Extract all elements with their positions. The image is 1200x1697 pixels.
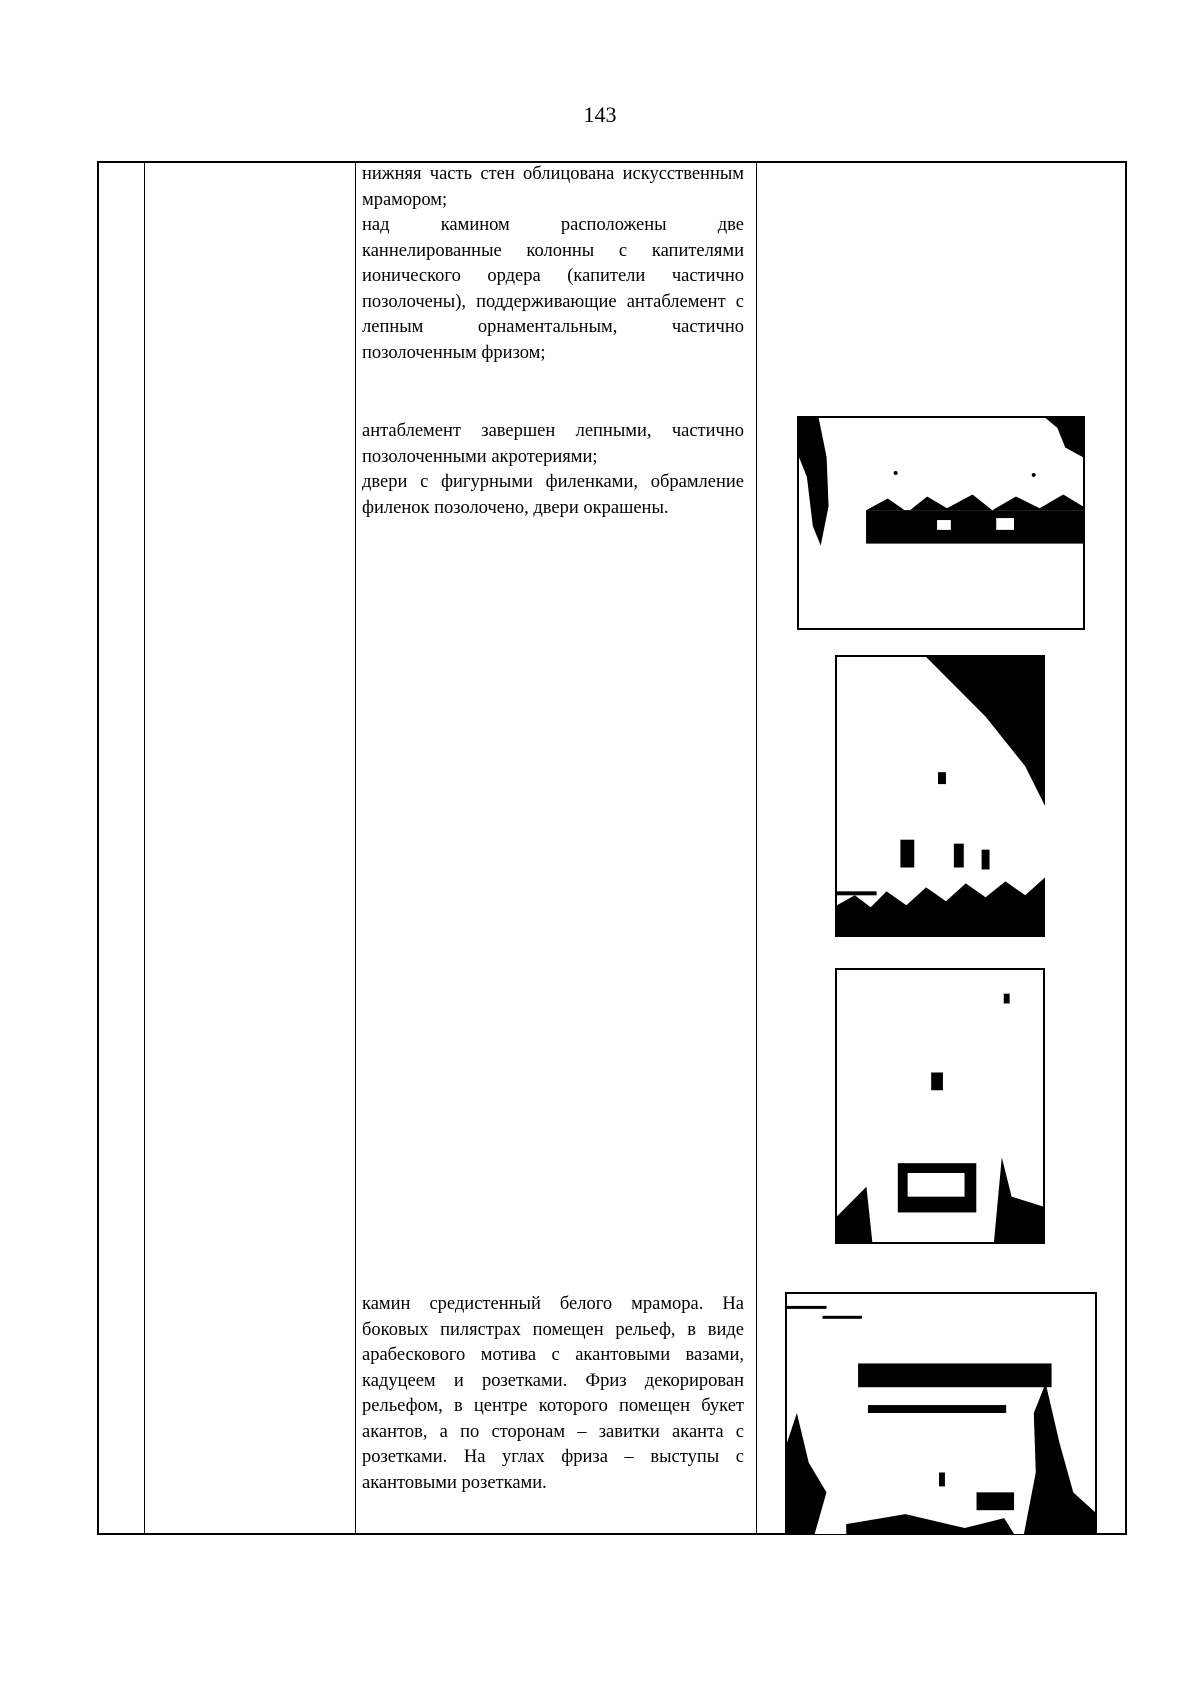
page-number: 143 — [583, 102, 617, 127]
description-paragraph: нижняя часть стен облицована искусственным мрамором; — [362, 164, 744, 210]
column-divider-3 — [756, 163, 757, 1533]
photo-cornice — [835, 655, 1045, 937]
column-divider-2 — [355, 163, 356, 1533]
description-block-1 — [362, 162, 744, 366]
description-paragraph: камин средистенный белого мрамора. На боковых пилястрах помещен рельеф, в виде арабескового мотива с акантовыми вазами, кадуцеем и розетками. Фриз декорирован рельефом, в центре которого помещен букет акантов, а по сторонам – завитки аканта с розетками. На углах фриза – выступы с акантовыми розетками. — [362, 1294, 744, 1493]
description-block-3 — [362, 1292, 744, 1496]
photo-entablature-acroteria — [797, 416, 1085, 630]
description-paragraph: двери с фигурными филенками, обрамление филенок позолочено, двери окрашены. — [362, 472, 744, 518]
description-paragraph: антаблемент завершен лепными, частично позолоченными акротериями; — [362, 421, 744, 467]
description-block-2 — [362, 419, 744, 521]
description-paragraph: над камином расположены две каннелированные колонны с капителями ионического ордера (капители частично позолочены), поддерживающие антаблемент с лепным орнаментальным, частично позолоченным фризом; — [362, 215, 744, 363]
column-divider-1 — [144, 163, 145, 1533]
photo-door — [835, 968, 1045, 1244]
photo-fireplace — [785, 1292, 1097, 1534]
